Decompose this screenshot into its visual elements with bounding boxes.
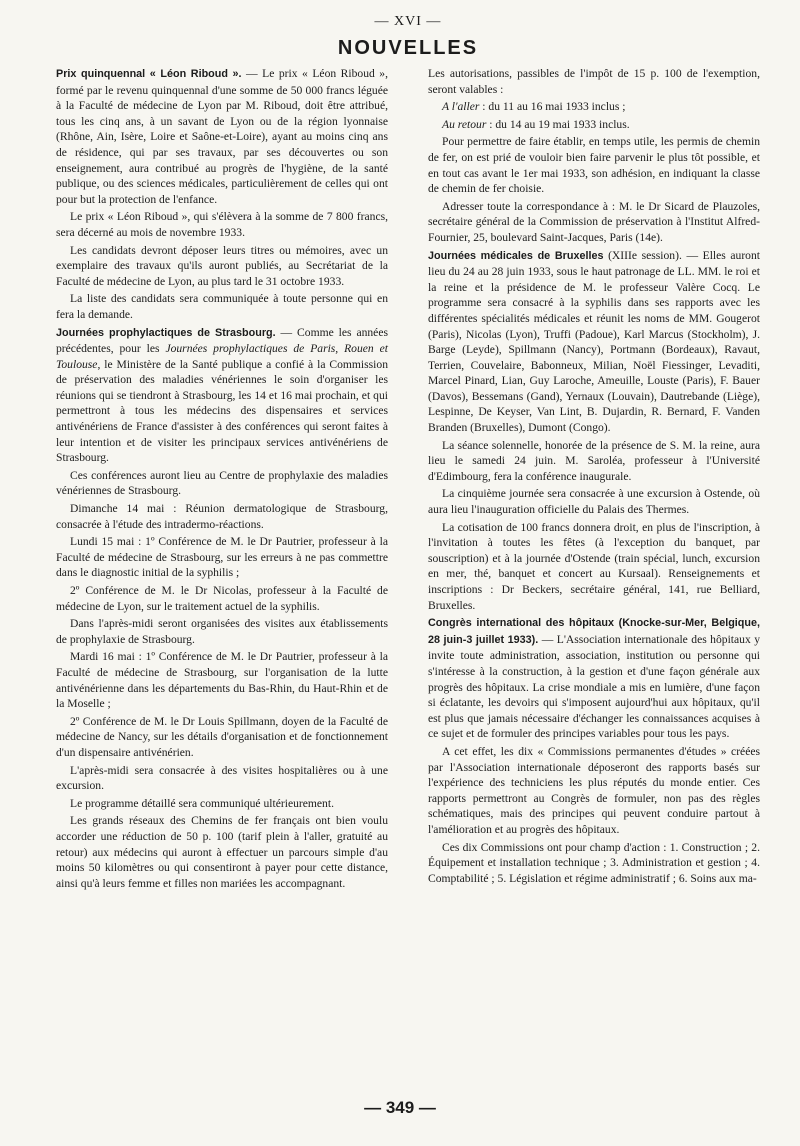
article-strasbourg	[56, 325, 388, 466]
page-number: — 349 —	[364, 1098, 436, 1117]
paragraph: La séance solennelle, honorée de la présence de S. M. la reine, aura lieu le samedi 24 juin. M. Saroléa, professeur à l'Université d'Edimbourg, fera la conférence inaugurale.	[428, 438, 760, 483]
paragraph-text: , le Ministère de la Santé publique a confié à la Commission de préservation des maladies vénériennes le soin d'organiser les réunions qui se tiendront à Strasbourg, les 14 et 16 mai prochain, et qui permettront à tous les médecins des dispensaires et services antivénériens de France d'assister à des conférences qui seront faites à leur intention et de visiter les principaux services antivénériens de Strasbourg.	[56, 357, 388, 465]
paragraph: Les candidats devront déposer leurs titres ou mémoires, avec un exemplaire des travaux qu'ils auront publiés, au Secrétariat de la Faculté de médecine de Lyon, au plus tard le 31 octobre 1933.	[56, 243, 388, 288]
paragraph: Dans l'après-midi seront organisées des visites aux établissements de prophylaxie de Strasbourg.	[56, 617, 388, 646]
paragraph: Les autorisations, passibles de l'impôt de 15 p. 100 de l'exemption, seront valables :	[428, 67, 760, 96]
paragraph: La cotisation de 100 francs donnera droit, en plus de l'inscription, à l'invitation à toutes les fêtes (à l'exception du banquet, par souscription) et à la journée d'Ostende (train spécial, lunch, excursion en mer, thé, banquet et concert au Kursaal). Renseignements et inscriptions : Dr Beckers, secrétaire général, 141, rue Belliard, Bruxelles.	[428, 520, 760, 612]
two-column-body	[56, 66, 760, 893]
paragraph: La liste des candidats sera communiquée à toute personne qui en fera la demande.	[56, 292, 388, 321]
itinerary-line	[428, 117, 760, 133]
paragraph: Ces conférences auront lieu au Centre de prophylaxie des maladies vénériennes de Strasbourg.	[56, 468, 388, 498]
heading-journees-strasbourg: Journées prophylactiques de Strasbourg.	[56, 326, 276, 339]
paragraph: Dimanche 14 mai : Réunion dermatologique de Strasbourg, consacrée à l'étude des intradermo-réactions.	[56, 502, 388, 531]
article-bruxelles	[428, 248, 760, 436]
paragraph: Les grands réseaux des Chemins de fer français ont bien voulu accorder une réduction de 50 p. 100 (tarif plein à l'aller, gratuité au retour) aux médecins qui auront à effectuer un parcours simple d'au moins 50 kilomètres ou qui consentiront à payer pour cette distance, ainsi qu'à leurs femme et filles non mariées les accompagnant.	[56, 814, 388, 890]
paragraph: Le prix « Léon Riboud », qui s'élèvera à la somme de 7 800 francs, sera décerné au mois de novembre 1933.	[56, 210, 388, 239]
section-title: NOUVELLES	[337, 37, 479, 59]
paragraph-text: — Comme les années précédentes, pour les	[56, 325, 388, 356]
heading-congres-hopitaux: Congrès international des hôpitaux (Knocke-sur-Mer, Belgique, 28 juin-3 juillet 1933).	[428, 617, 760, 646]
paragraph-text: — Le prix « Léon Riboud », formé par le revenu quinquennal d'une somme de 50 000 francs léguée à la Faculté de médecine de Lyon par M. Riboud, doit être attribué, tous les cinq ans, à un savant de Lyon ou de la région lyonnaise (Rhône, Ain, Isère, Loire et Saône-et-Loire), ayant au moins cinq ans de résidence, qui par ses travaux, par ses découvertes ou son enseignement, aura contribué au progrès de l'hygiène, de la santé publique, ou des sciences médicales, particulièrement de celles qui ont pour but la protection de l'enfance.	[56, 67, 388, 206]
paragraph: Pour permettre de faire établir, en temps utile, les permis de chemin de fer, on est prié de vouloir bien faire parvenir le plus tôt possible, et en tout cas avant le 1er mai 1933, son adhésion, en indiquant la classe de chemin de fer choisie.	[428, 135, 760, 196]
paragraph: 2º Conférence de M. le Dr Nicolas, professeur à la Faculté de médecine de Lyon, sur le traitement actuel de la syphilis.	[56, 584, 388, 613]
paragraph-text: : du 14 au 19 mai 1933 inclus.	[486, 117, 630, 131]
paragraph-text: : du 11 au 16 mai 1933 inclus ;	[479, 100, 626, 114]
paragraph: Ces dix Commissions ont pour champ d'action : 1. Construction ; 2. Équipement et installation technique ; 3. Administration et gestion ; 4. Comptabilité ; 5. Législation et régime administratif ; 6. Soins aux ma-	[428, 840, 760, 885]
paragraph: Mardi 16 mai : 1º Conférence de M. le Dr Pautrier, professeur à la Faculté de médecine de Strasbourg, sur l'organisation de la lutte antivénérienne dans les départements du Bas-Rhin, du Haut-Rhin et de la Moselle ;	[56, 650, 388, 711]
paragraph: Le programme détaillé sera communiqué ultérieurement.	[70, 796, 334, 810]
paragraph: La cinquième journée sera consacrée à une excursion à Ostende, où aura lieu l'inauguration officielle du Palais des Thermes.	[428, 487, 760, 517]
heading-journees-bruxelles: Journées médicales de Bruxelles	[428, 249, 604, 262]
paragraph-text: (XIIIe session). — Elles auront lieu du 24 au 28 juin 1933, sous le haut patronage de LL. MM. le roi et la reine et la présidence de M. le professeur Valère Cocq. Le programme sera consacré à la syphilis dans ses rapports avec les différentes spécialités médicales et réunit les noms de MM. Gougerot (Paris), Nicolas (Lyon), Truffi (Padoue), Karl Marcus (Stockholm), J. Barge (Leyde), Spillmann (Nancy), Portmann (Bordeaux), Ravaut, Terrien, Couvelaire, Babonneux, Milian, Noël Fiessinger, Levaditi, Marcel Pinard, Lian, Guy Laroche, Ameuille, Louste (Paris), F. Bauer (Davos), Bessemans (Gand), Yernaux (Louvain), Dautrebande (Liège), Lespinne, De Keyser, Van Lint, B. Dujardin, R. Bernard, F. Vanden Branden (Bruxelles), Dumont (Congo).	[428, 248, 760, 435]
italic-label: Au retour	[442, 117, 487, 131]
article-riboud	[56, 66, 388, 207]
paragraph-text: — L'Association internationale des hôpitaux y invite toute administration, association, institution ou personne qui s'intéresse à la construction, à la gestion et d'une façon générale aux progrès des hôpitaux. La crise mondiale a mis en lumière, d'une façon si éclatante, les devoirs qui s'imposent aujourd'hui aux hôpitaux, qu'il est plus que jamais nécessaire d'échanger les connaissances acquises à ce sujet et de formuler des principes variables pour tous les pays.	[428, 632, 760, 741]
article-congres-hopitaux	[428, 615, 760, 742]
itinerary-line	[428, 99, 760, 115]
paragraph: 2º Conférence de M. le Dr Louis Spillmann, doyen de la Faculté de médecine de Nancy, sur les détails d'organisation et de fonctionnement d'un dispensaire antivénérien.	[56, 714, 388, 759]
paragraph: Lundi 15 mai : 1º Conférence de M. le Dr Pautrier, professeur à la Faculté de médecine de Strasbourg, sur les erreurs à ne pas commettre dans le diagnostic initial de la syphilis ;	[56, 535, 388, 580]
roman-page-number: — XVI —	[374, 14, 442, 29]
heading-prix-riboud: Prix quinquennal « Léon Riboud ».	[56, 68, 242, 80]
italic-label: A l'aller	[442, 100, 480, 114]
italic-text: Journées prophylactiques de Paris, Rouen et Toulouse	[56, 342, 388, 371]
paragraph: L'après-midi sera consacrée à des visites hospitalières ou à une excursion.	[56, 763, 388, 793]
left-column	[56, 66, 388, 893]
paragraph: A cet effet, les dix « Commissions permanentes d'études » créées par l'Association internationale déposeront des rapports basés sur l'expérience des techniciens les plus réputés du monde entier. Ces rapports permettront au Congrès de formuler, non pas des règles schématiques, mais des principes qui peuvent conduire partout à l'amélioration et au progrès des hôpitaux.	[428, 744, 760, 836]
paragraph: Adresser toute la correspondance à : M. le Dr Sicard de Plauzoles, secrétaire général de la Commission de préservation à l'Institut Alfred-Fournier, 25, boulevard Saint-Jacques, Paris (14e).	[428, 199, 760, 244]
right-column	[428, 66, 760, 893]
